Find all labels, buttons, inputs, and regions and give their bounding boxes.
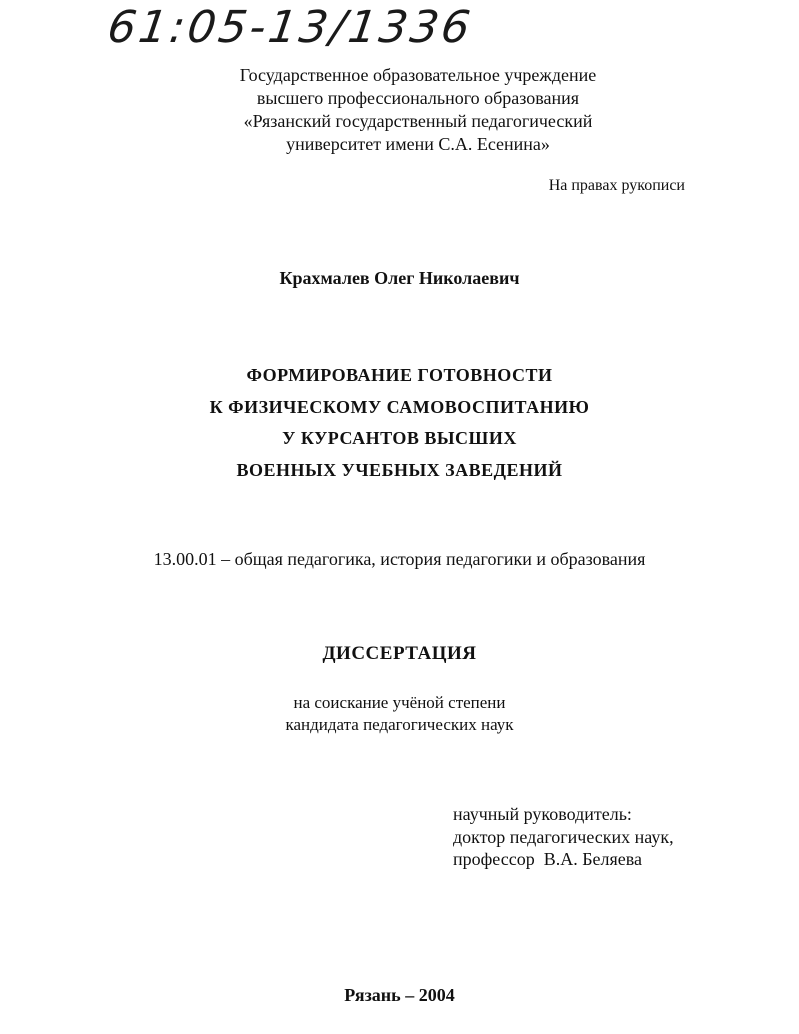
- dissertation-title: [0, 360, 799, 486]
- degree-line: кандидата педагогических наук: [285, 715, 514, 734]
- supervisor-line: профессор В.А. Беляева: [453, 849, 643, 869]
- author-name: Крахмалев Олег Николаевич: [279, 268, 520, 288]
- institution-block: [0, 64, 799, 156]
- title-line: ВОЕННЫХ УЧЕБНЫХ ЗАВЕДЕНИЙ: [236, 459, 563, 480]
- institution-line: университет имени С.А. Есенина»: [286, 134, 550, 154]
- institution-line: высшего профессионального образования: [256, 88, 580, 108]
- city-year: Рязань – 2004: [344, 985, 455, 1005]
- specialty-code: 13.00.01 – общая педагогика, история педагогики и образования: [153, 549, 646, 569]
- supervisor-line: научный руководитель:: [453, 804, 632, 824]
- rights-note: На правах рукописи: [548, 177, 685, 194]
- title-line: У КУРСАНТОВ ВЫСШИХ: [282, 428, 517, 448]
- document-type: ДИССЕРТАЦИЯ: [322, 643, 477, 664]
- title-line: ФОРМИРОВАНИЕ ГОТОВНОСТИ: [246, 365, 553, 385]
- institution-line: Государственное образовательное учреждение: [239, 65, 597, 85]
- catalog-stamp: 61:05-13/1336: [104, 2, 477, 53]
- supervisor-line: доктор педагогических наук,: [453, 826, 674, 847]
- institution-line: «Рязанский государственный педагогический: [243, 111, 593, 131]
- degree-line: на соискание учёной степени: [293, 693, 506, 712]
- title-line: К ФИЗИЧЕСКОМУ САМОВОСПИТАНИЮ: [209, 396, 590, 417]
- supervisor-block: [453, 803, 674, 871]
- degree-block: [0, 692, 799, 736]
